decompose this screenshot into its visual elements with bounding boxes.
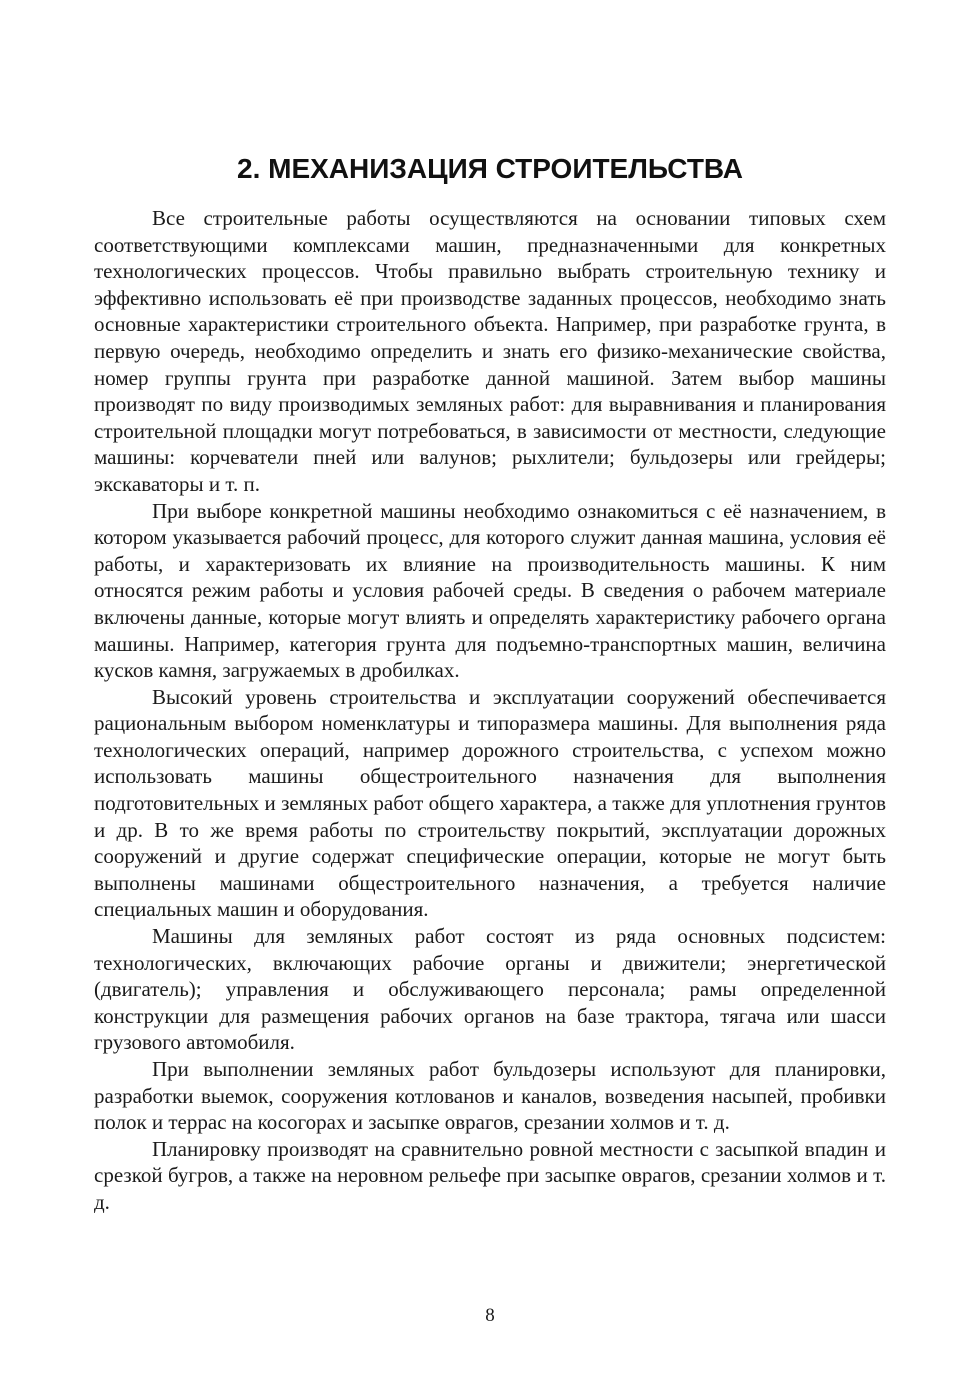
page-number: 8: [485, 1305, 495, 1326]
paragraph: Планировку производят на сравнительно ровной местности с засыпкой впадин и срезкой бугров, а также на неровном рельефе при засыпке оврагов, срезании холмов и т. д.: [94, 1136, 886, 1214]
paragraph: Высокий уровень строительства и эксплуатации сооружений обеспечивается рациональным выбором номенклатуры и типоразмера машины. Для выполнения ряда технологических операций, например дорожного строительства, с успехом можно использовать машины общестроительного назначения для выполнения подготовительных и земляных работ общего характера, а также для уплотнения грунтов и др. В то же время работы по строительству покрытий, эксплуатации дорожных сооружений и другие содержат специфические операции, которые не могут быть выполнены машинами общестроительного назначения, а требуется наличие специальных машин и оборудования.: [94, 684, 886, 922]
paragraph: При выполнении земляных работ бульдозеры используют для планировки, разработки выемок, сооружения котлованов и каналов, возведения насыпей, пробивки полок и террас на косогорах и засыпке оврагов, срезании холмов и т. д.: [94, 1057, 886, 1135]
page-title: 2. МЕХАНИЗАЦИЯ СТРОИТЕЛЬСТВА: [237, 153, 743, 184]
paragraph: При выборе конкретной машины необходимо ознакомиться с её назначением, в котором указывается рабочий процесс, для которого служит данная машина, условия её работы, и характеризовать их влияние на производительность машины. К ним относятся режим работы и условия рабочей среды. В сведения о рабочем материале включены данные, которые могут влиять и определять характеристику рабочего органа машины. Например, категория грунта для подъемно-транспортных машин, величина кусков камня, загружаемых в дробилках.: [94, 498, 886, 683]
paragraph: Машины для земляных работ состоят из ряда основных подсистем: технологических, включающих рабочие органы и движители; энергетической (двигатель); управления и обслуживающего персонала; рамы определенной конструкции для размещения рабочих органов на базе трактора, тягача или шасси грузового автомобиля.: [94, 924, 886, 1055]
paragraph: Все строительные работы осуществляются на основании типовых схем соответствующими комплексами машин, предназначенными для конкретных технологических процессов. Чтобы правильно выбрать строительную технику и эффективно использовать её при производстве заданных процессов, необходимо знать основные характеристики строительного объекта. Например, при разработке грунта, в первую очередь, необходимо определить и знать его физико-механические свойства, номер группы грунта при разработке данной машиной. Затем выбор машины производят по виду производимых земляных работ: для выравнивания и планирования строительной площадки могут потребоваться, в зависимости от местности, следующие машины: корчеватели пней или валунов; рыхлители; бульдозеры или грейдеры; экскаваторы и т. п.: [94, 206, 886, 496]
body-text: [94, 205, 886, 1216]
